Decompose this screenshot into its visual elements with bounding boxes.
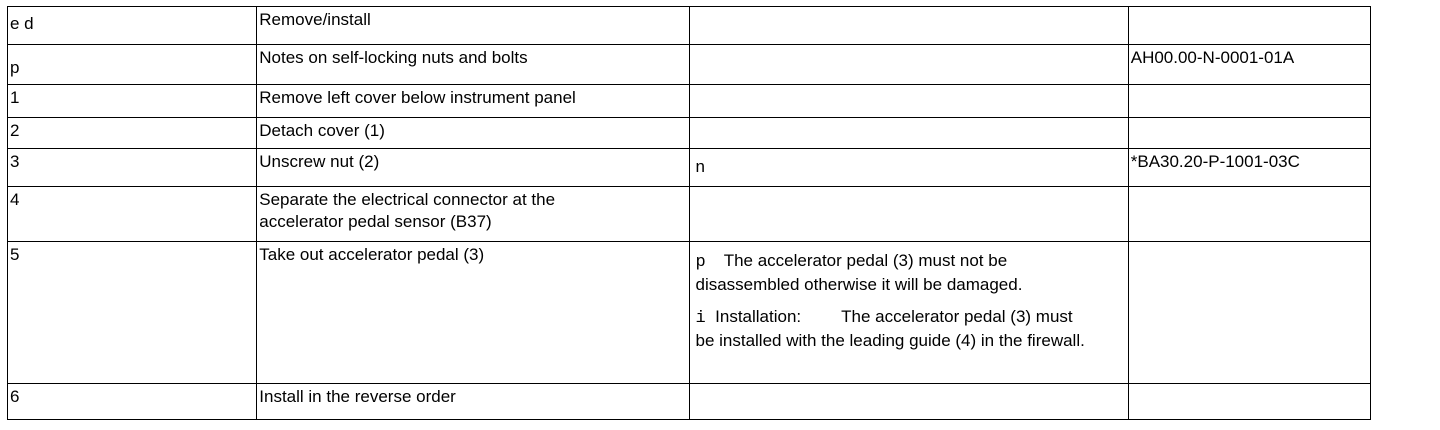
step-number: 3 <box>8 149 257 187</box>
step-text: Separate the electrical connector at the accelerator pedal sensor (B37) <box>257 187 690 242</box>
step-number: 1 <box>8 85 257 118</box>
caution-symbol: p <box>695 253 706 272</box>
step-note <box>690 187 1128 242</box>
table-row <box>8 118 1371 149</box>
step-note <box>690 85 1128 118</box>
caution-note <box>695 250 1085 296</box>
document-reference <box>1128 242 1370 384</box>
step-symbol: p <box>8 45 257 85</box>
header-row <box>8 7 1371 45</box>
procedure-table <box>7 6 1371 420</box>
step-text: Unscrew nut (2) <box>257 149 690 187</box>
table-row <box>8 384 1371 420</box>
table-row <box>8 187 1371 242</box>
step-number: 2 <box>8 118 257 149</box>
document-reference <box>1128 85 1370 118</box>
header-empty-cell <box>1128 7 1370 45</box>
step-text: Detach cover (1) <box>257 118 690 149</box>
document-reference: AH00.00-N-0001-01A <box>1128 45 1370 85</box>
table-row <box>8 45 1371 85</box>
document-reference <box>1128 384 1370 420</box>
caution-text: The accelerator pedal (3) must not be disassembled otherwise it will be damaged. <box>695 251 1023 294</box>
step-number: 6 <box>8 384 257 420</box>
table-row <box>8 85 1371 118</box>
step-text: Take out accelerator pedal (3) <box>257 242 690 384</box>
installation-text: The accelerator pedal (3) must be installed with the leading guide (4) in the firewall. <box>695 307 1085 350</box>
step-number: 5 <box>8 242 257 384</box>
document-reference <box>1128 118 1370 149</box>
step-number: 4 <box>8 187 257 242</box>
document-reference: *BA30.20-P-1001-03C <box>1128 149 1370 187</box>
installation-note <box>695 306 1085 352</box>
step-note <box>690 384 1128 420</box>
step-note <box>690 118 1128 149</box>
step-text: Install in the reverse order <box>257 384 690 420</box>
table-row <box>8 149 1371 187</box>
step-notes <box>690 242 1128 384</box>
step-note-symbol: n <box>690 149 1128 187</box>
document-reference <box>1128 187 1370 242</box>
installation-label: Installation: <box>715 307 802 326</box>
step-note <box>690 45 1128 85</box>
header-empty-cell <box>690 7 1128 45</box>
step-text: Notes on self-locking nuts and bolts <box>257 45 690 85</box>
info-symbol: i <box>695 309 706 328</box>
table-row <box>8 242 1371 384</box>
step-text: Remove left cover below instrument panel <box>257 85 690 118</box>
header-symbols: e d <box>8 7 257 45</box>
header-title: Remove/install <box>257 7 690 45</box>
